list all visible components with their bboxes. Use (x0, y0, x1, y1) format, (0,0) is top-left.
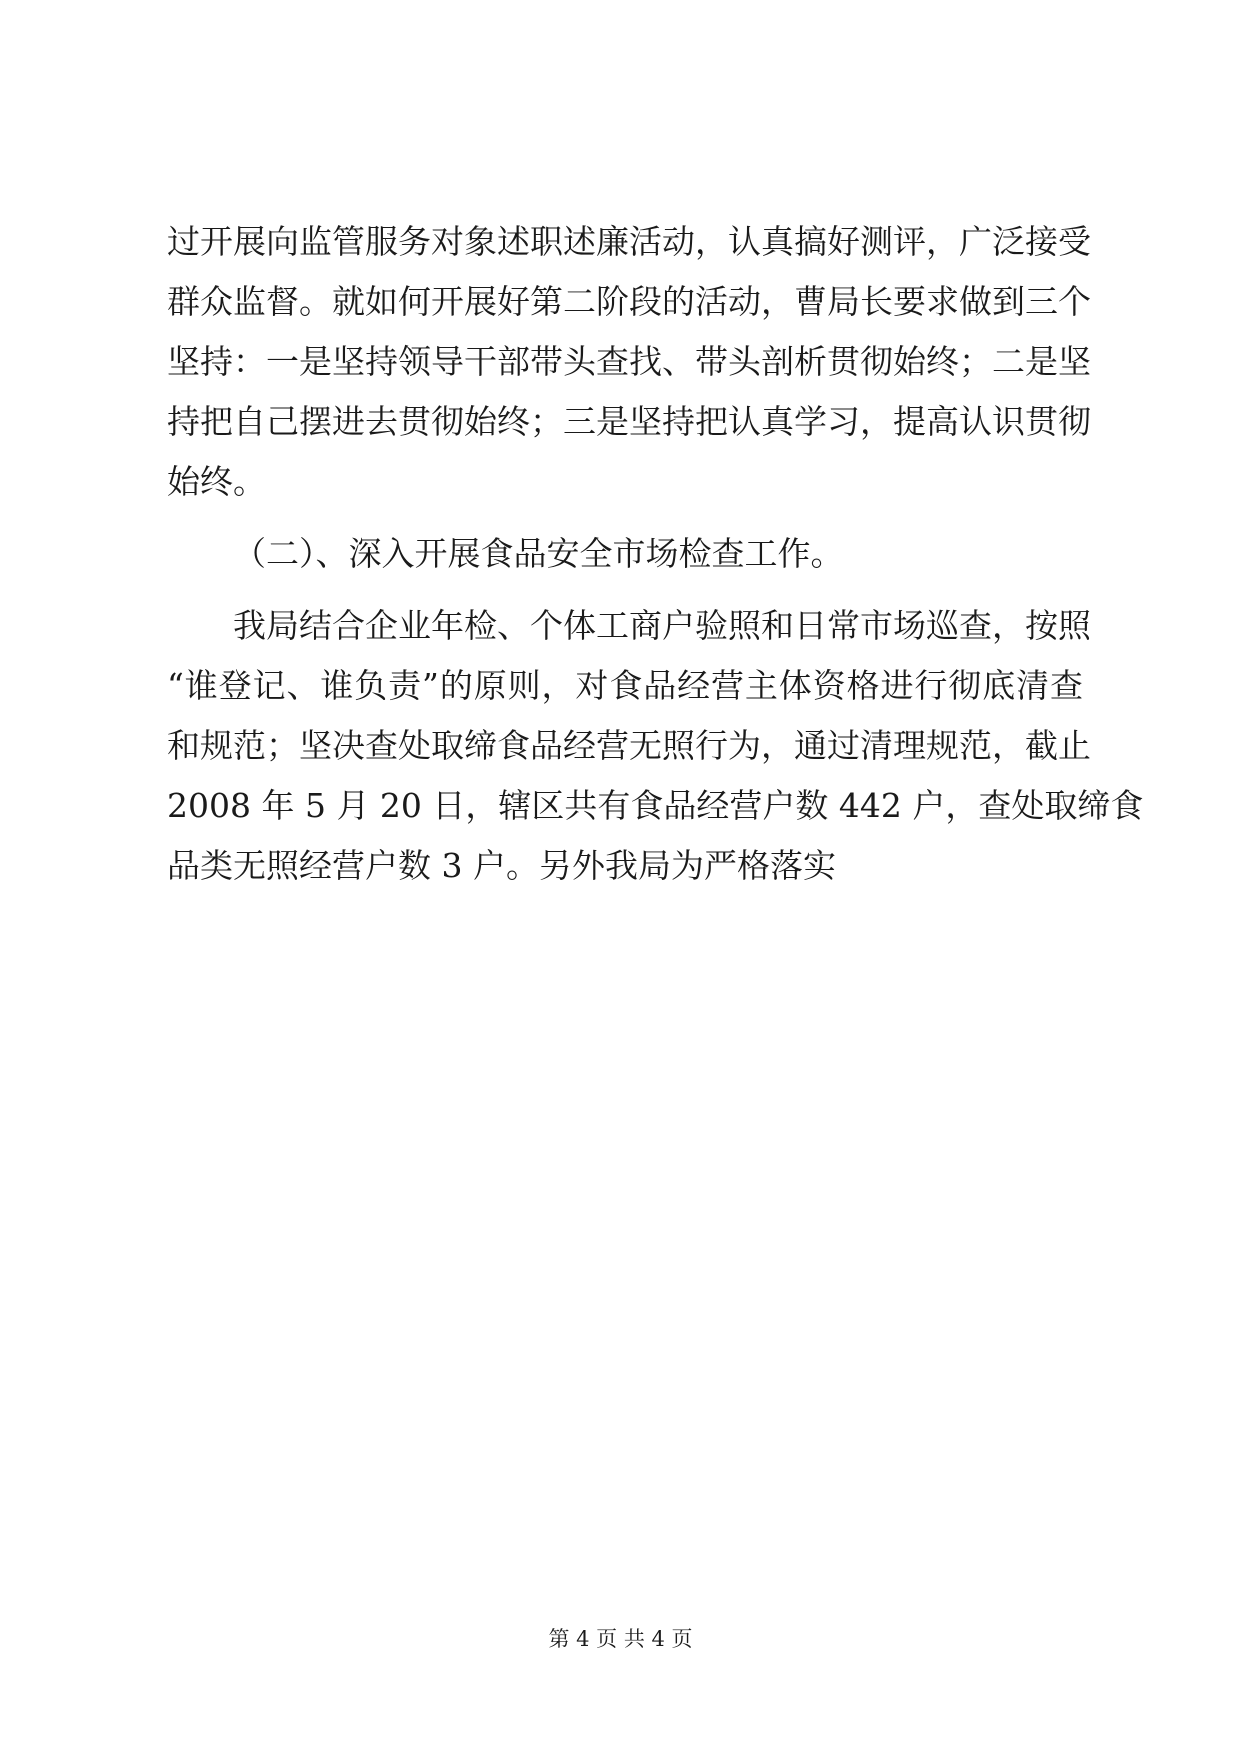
paragraph-line: 和规范；坚决查处取缔食品经营无照行为，通过清理规范，截止 (167, 726, 1091, 765)
paragraph-line: 始终。 (167, 462, 266, 501)
section-heading: （二）、深入开展食品安全市场检查工作。 (233, 534, 844, 573)
paragraph-line: 坚持：一是坚持领导干部带头查找、带头剖析贯彻始终；二是坚 (167, 342, 1091, 381)
page-number-footer: 第 4 页 共 4 页 (548, 1627, 693, 1651)
paragraph-line: 我局结合企业年检、个体工商户验照和日常市场巡查，按照 (233, 606, 1091, 645)
paragraph-line: 群众监督。就如何开展好第二阶段的活动，曹局长要求做到三个 (167, 282, 1091, 321)
paragraph-line: 2008 年 5 月 20 日，辖区共有食品经营户数 442 户，查处取缔食 (167, 786, 1144, 825)
paragraph-line: 过开展向监管服务对象述职述廉活动，认真搞好测评，广泛接受 (167, 222, 1091, 261)
paragraph-line: “谁登记、谁负责”的原则，对食品经营主体资格进行彻底清查 (167, 666, 1083, 705)
paragraph-line: 品类无照经营户数 3 户。另外我局为严格落实 (167, 846, 836, 885)
paragraph-line: 持把自己摆进去贯彻始终；三是坚持把认真学习，提高认识贯彻 (167, 402, 1091, 441)
